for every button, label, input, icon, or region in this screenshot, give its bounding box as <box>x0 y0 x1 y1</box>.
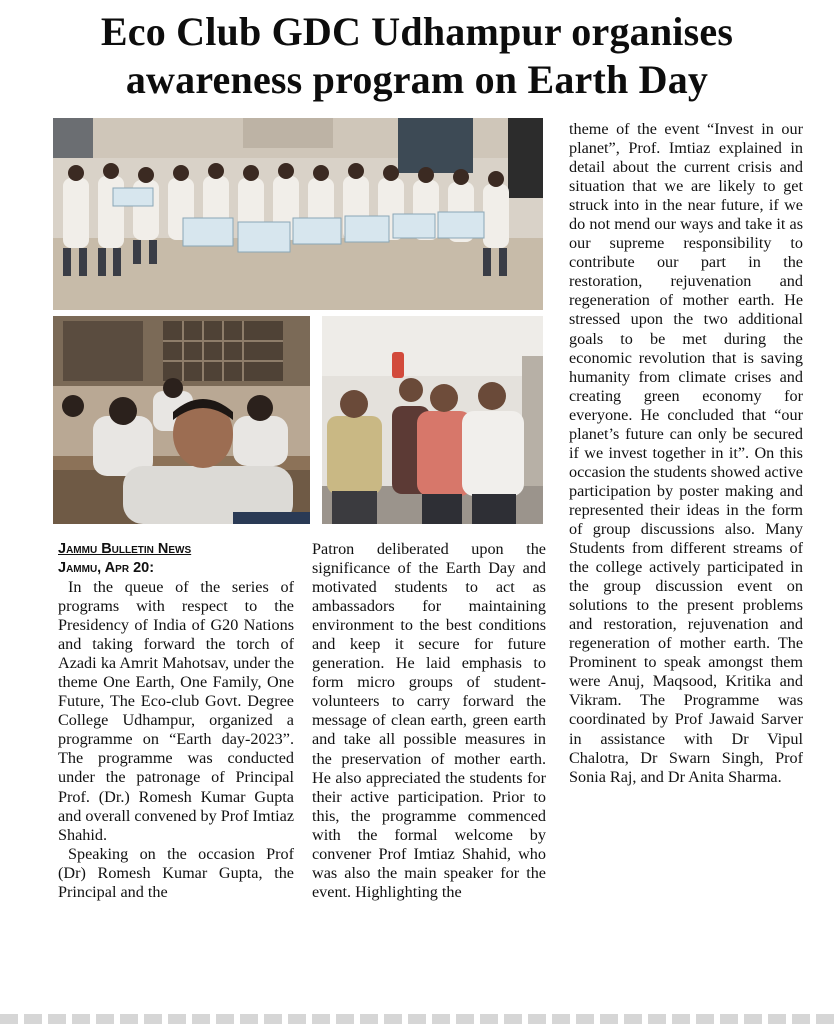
dateline: Jammu, Apr 20: <box>58 560 155 576</box>
next-article-cutoff <box>0 1014 834 1024</box>
photo-group-discussion-hall <box>53 316 310 524</box>
article-paragraph-2: Speaking on the occasion Prof (Dr) Romesh Kumar Gupta, the Principal and the <box>58 844 294 901</box>
article-column-3-text: theme of the event “Invest in our planet”, Prof. Imtiaz explained in detail about the current crisis and situation that we are likely to get struck into in the near future, if we do not mend our ways and take it as our supreme responsibility to contribute our part in the restoration, rejuvenation and regeneration of mother earth. He stressed upon the two additional goals to be met during the economic revolution that is saving humanity from climate crises and creating green economy for everyone. He concluded that “our planet’s future can only be secured if we invest together in it”. On this occasion the students showed active participation by poster making and represented their ideas in the form of group discussions also. Many Students from different streams of the college actively participated in the group discussion event on solutions to the present problems and restoration, rejuvenation and regeneration of mother earth. The Prominent to speak amongst them were Anuj, Maqsood, Kritika and Vikram. The Programme was coordinated by Prof Jawaid Sarver in assistance with Dr Vipul Chalotra, Dr Swarn Singh, Prof Sonia Raj, and Dr Anita Sharma. <box>569 120 803 786</box>
students-photo-graphic <box>53 118 543 310</box>
photo-students-with-posters <box>53 118 543 310</box>
byline: Jammu Bulletin News <box>58 541 192 557</box>
headline-line-2: awareness program on Earth Day <box>125 57 709 102</box>
photo-faculty-welcome <box>322 316 543 524</box>
headline-line-1: Eco Club GDC Udhampur organises <box>100 9 734 54</box>
headline <box>0 8 834 104</box>
faculty-photo-graphic <box>322 316 543 524</box>
article-paragraph-1: In the queue of the series of programs with respect to the Presidency of India of G20 Nations and taking forward the torch of Azadi ka Amrit Mahotsav, under the theme One Earth, One Family, One Future, The Eco-club Govt. Degree College Udhampur, organized a programme on “Earth day-2023”. The programme was conducted under the patronage of Principal Prof. (Dr.) Romesh Kumar Gupta and overall convened by Prof Imtiaz Shahid. <box>58 578 294 844</box>
article-column-3 <box>569 120 803 787</box>
article-column-2 <box>312 540 546 902</box>
article-column-1 <box>58 540 294 902</box>
article-column-2-text: Patron deliberated upon the significance of the Earth Day and motivated students to act as ambassadors for maintaining environment to the best conditions and keep it secure for future generation. He laid emphasis to form micro groups of student-volunteers to carry forward the message of clean earth, green earth and take all possible measures in the preservation of mother earth. He also appreciated the students for their active participation. Prior to this, the programme commenced with the formal welcome by convener Prof Imtiaz Shahid, who was also the main speaker for the event. Highlighting the <box>312 540 546 901</box>
hall-photo-graphic <box>53 316 310 524</box>
